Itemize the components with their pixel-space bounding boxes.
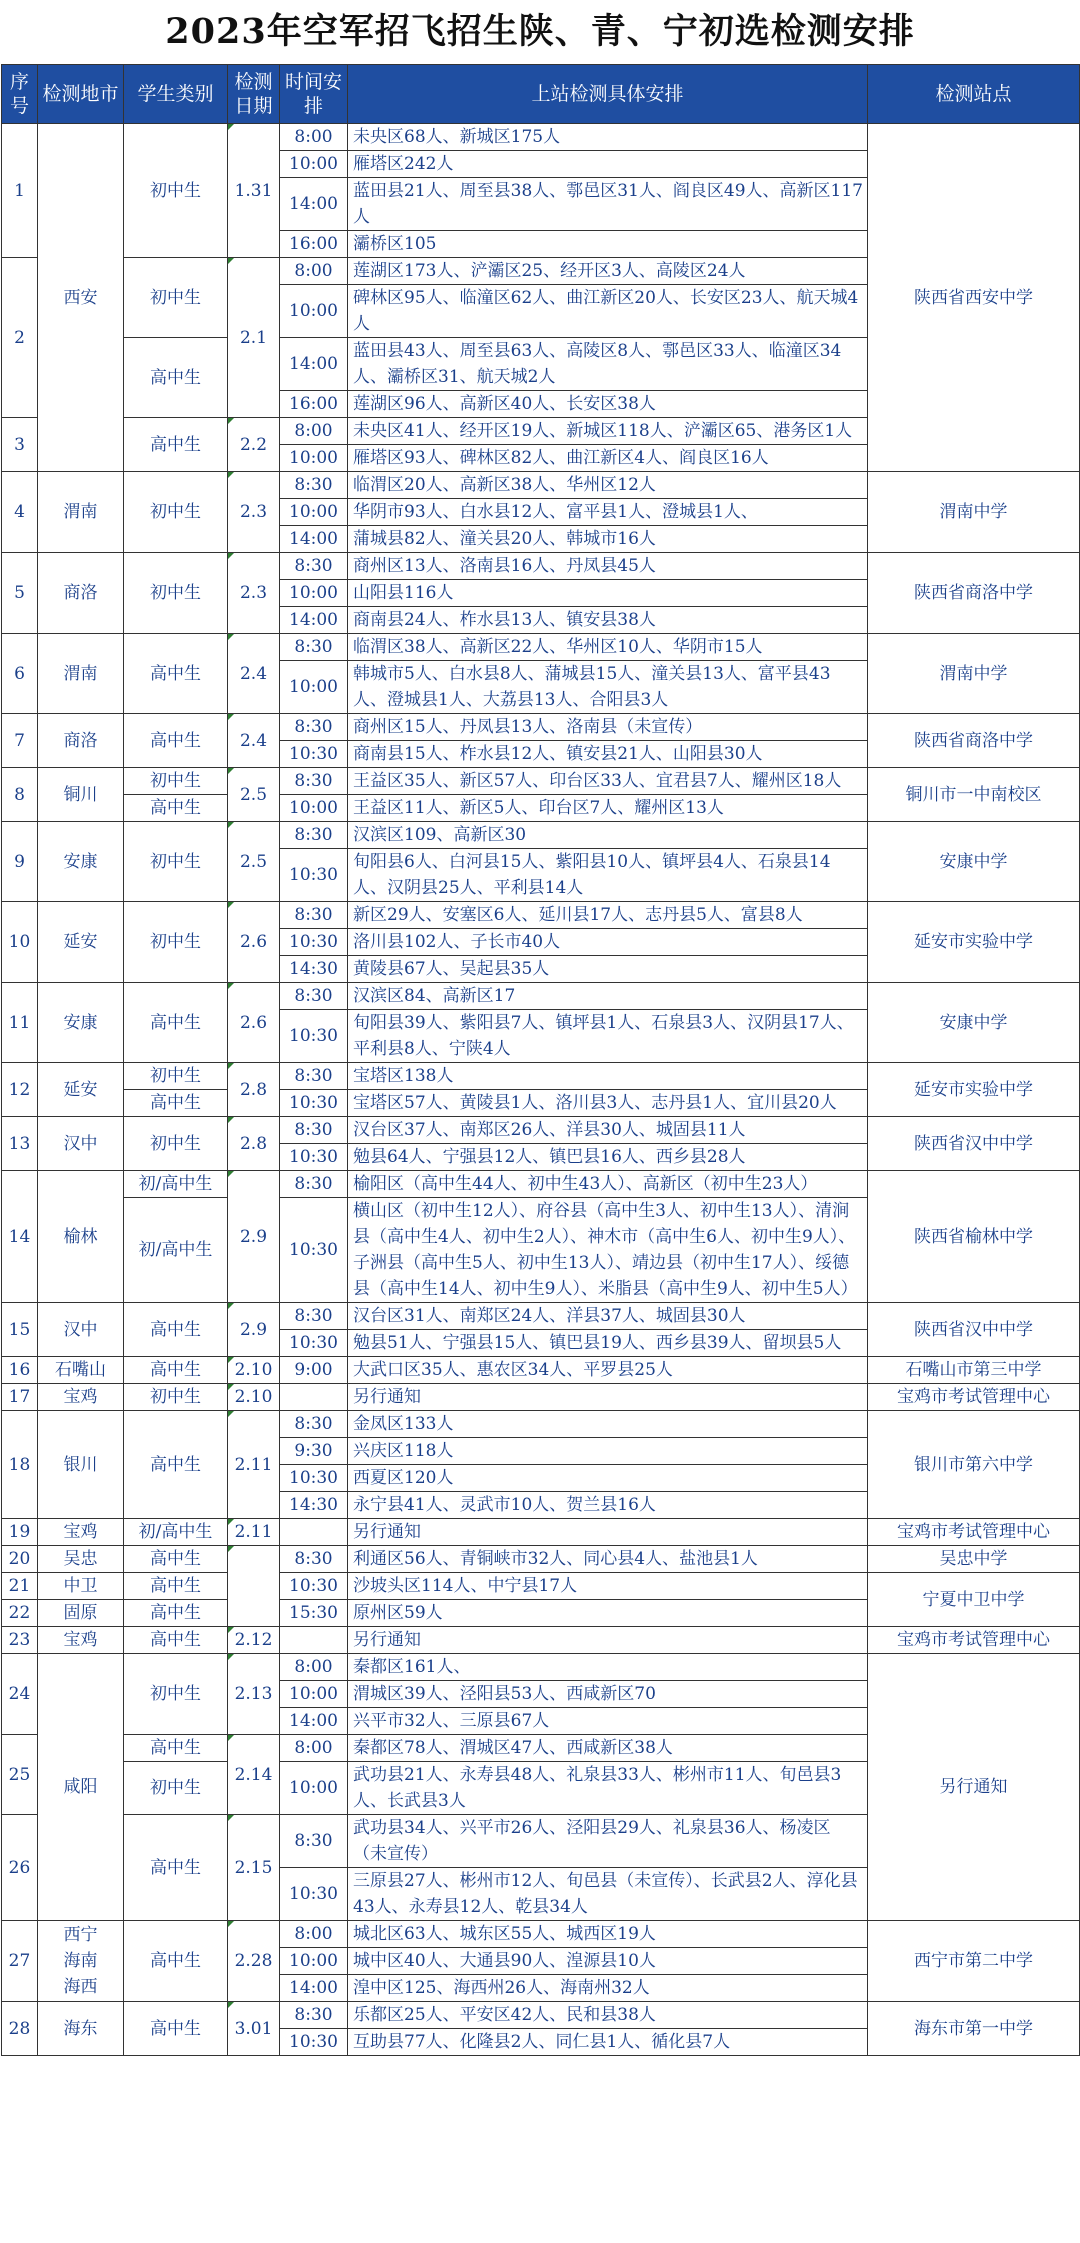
test-site: 陕西省汉中中学 bbox=[868, 1303, 1080, 1357]
test-site: 陕西省商洛中学 bbox=[868, 714, 1080, 768]
test-date: 2.4 bbox=[228, 634, 280, 714]
row-number: 6 bbox=[2, 634, 38, 714]
test-site: 陕西省榆林中学 bbox=[868, 1171, 1080, 1303]
student-type: 初/高中生 bbox=[124, 1519, 228, 1546]
header-cell: 上站检测具体安排 bbox=[348, 65, 868, 124]
test-date: 2.10 bbox=[228, 1357, 280, 1384]
time-slot: 10:00 bbox=[280, 1681, 348, 1708]
city-cell: 渭南 bbox=[38, 472, 124, 553]
schedule-detail: 金凤区133人 bbox=[348, 1411, 868, 1438]
student-type: 高中生 bbox=[124, 634, 228, 714]
schedule-detail: 原州区59人 bbox=[348, 1600, 868, 1627]
student-type: 高中生 bbox=[124, 1546, 228, 1573]
schedule-detail: 莲湖区173人、浐灞区25、经开区3人、高陵区24人 bbox=[348, 258, 868, 285]
schedule-detail: 宝塔区138人 bbox=[348, 1063, 868, 1090]
schedule-detail: 武功县34人、兴平市26人、泾阳县29人、礼泉县36人、杨凌区（未宣传） bbox=[348, 1815, 868, 1868]
student-type: 初中生 bbox=[124, 553, 228, 634]
row-number: 19 bbox=[2, 1519, 38, 1546]
time-slot: 8:00 bbox=[280, 1735, 348, 1762]
city-cell: 汉中 bbox=[38, 1117, 124, 1171]
schedule-detail: 蒲城县82人、潼关县20人、韩城市16人 bbox=[348, 526, 868, 553]
time-slot: 8:00 bbox=[280, 1921, 348, 1948]
city-cell: 商洛 bbox=[38, 553, 124, 634]
test-site: 海东市第一中学 bbox=[868, 2002, 1080, 2056]
schedule-detail: 黄陵县67人、吴起县35人 bbox=[348, 956, 868, 983]
city-cell: 商洛 bbox=[38, 714, 124, 768]
city-cell: 宝鸡 bbox=[38, 1384, 124, 1411]
time-slot bbox=[280, 1627, 348, 1654]
schedule-detail: 蓝田县43人、周至县63人、高陵区8人、鄠邑区33人、临潼区34人、灞桥区31、航天城2人 bbox=[348, 338, 868, 391]
city-cell: 安康 bbox=[38, 822, 124, 902]
header-cell: 学生类别 bbox=[124, 65, 228, 124]
test-site: 铜川市一中南校区 bbox=[868, 768, 1080, 822]
test-site: 银川市第六中学 bbox=[868, 1411, 1080, 1519]
row-number: 28 bbox=[2, 2002, 38, 2056]
row-number: 10 bbox=[2, 902, 38, 983]
test-date: 2.5 bbox=[228, 822, 280, 902]
test-date: 2.1 bbox=[228, 258, 280, 418]
header-cell: 检测地市 bbox=[38, 65, 124, 124]
schedule-row bbox=[2, 902, 1080, 929]
schedule-detail: 城中区40人、大通县90人、湟源县10人 bbox=[348, 1948, 868, 1975]
schedule-detail: 秦都区161人、 bbox=[348, 1654, 868, 1681]
student-type: 高中生 bbox=[124, 418, 228, 472]
time-slot: 8:30 bbox=[280, 553, 348, 580]
schedule-detail: 山阳县116人 bbox=[348, 580, 868, 607]
student-type: 初中生 bbox=[124, 768, 228, 795]
city-cell: 石嘴山 bbox=[38, 1357, 124, 1384]
test-date: 1.31 bbox=[228, 124, 280, 258]
row-number: 7 bbox=[2, 714, 38, 768]
schedule-detail: 汉台区31人、南郑区24人、洋县37人、城固县30人 bbox=[348, 1303, 868, 1330]
time-slot: 10:00 bbox=[280, 795, 348, 822]
schedule-detail: 旬阳县6人、白河县15人、紫阳县10人、镇坪县4人、石泉县14人、汉阴县25人、平利县14人 bbox=[348, 849, 868, 902]
time-slot: 10:30 bbox=[280, 1144, 348, 1171]
time-slot: 8:30 bbox=[280, 2002, 348, 2029]
row-number: 23 bbox=[2, 1627, 38, 1654]
student-type: 初中生 bbox=[124, 1654, 228, 1735]
time-slot: 8:30 bbox=[280, 1117, 348, 1144]
schedule-row bbox=[2, 768, 1080, 795]
schedule-detail: 汉滨区84、高新区17 bbox=[348, 983, 868, 1010]
city-cell: 宝鸡 bbox=[38, 1519, 124, 1546]
test-site: 陕西省商洛中学 bbox=[868, 553, 1080, 634]
test-date: 2.15 bbox=[228, 1815, 280, 1921]
schedule-detail: 雁塔区242人 bbox=[348, 151, 868, 178]
row-number: 27 bbox=[2, 1921, 38, 2002]
test-date: 2.3 bbox=[228, 472, 280, 553]
schedule-detail: 武功县21人、永寿县48人、礼泉县33人、彬州市11人、旬邑县3人、长武县3人 bbox=[348, 1762, 868, 1815]
schedule-row bbox=[2, 822, 1080, 849]
test-date: 2.4 bbox=[228, 714, 280, 768]
schedule-row bbox=[2, 634, 1080, 661]
schedule-row bbox=[2, 1303, 1080, 1330]
student-type: 高中生 bbox=[124, 1090, 228, 1117]
student-type: 初中生 bbox=[124, 822, 228, 902]
row-number: 13 bbox=[2, 1117, 38, 1171]
city-cell: 海东 bbox=[38, 2002, 124, 2056]
time-slot: 8:30 bbox=[280, 1815, 348, 1868]
row-number: 3 bbox=[2, 418, 38, 472]
student-type: 高中生 bbox=[124, 1815, 228, 1921]
schedule-row bbox=[2, 1546, 1080, 1573]
student-type: 初中生 bbox=[124, 258, 228, 338]
schedule-detail: 秦都区78人、渭城区47人、西咸新区38人 bbox=[348, 1735, 868, 1762]
schedule-detail: 洛川县102人、子长市40人 bbox=[348, 929, 868, 956]
test-date: 2.5 bbox=[228, 768, 280, 822]
time-slot: 10:00 bbox=[280, 285, 348, 338]
row-number: 25 bbox=[2, 1735, 38, 1815]
test-date: 2.11 bbox=[228, 1411, 280, 1519]
time-slot: 8:00 bbox=[280, 124, 348, 151]
schedule-detail: 商州区13人、洛南县16人、丹凤县45人 bbox=[348, 553, 868, 580]
schedule-detail: 兴平市32人、三原县67人 bbox=[348, 1708, 868, 1735]
time-slot: 16:00 bbox=[280, 231, 348, 258]
student-type: 高中生 bbox=[124, 795, 228, 822]
row-number: 8 bbox=[2, 768, 38, 822]
schedule-detail: 蓝田县21人、周至县38人、鄠邑区31人、阎良区49人、高新区117人 bbox=[348, 178, 868, 231]
time-slot: 14:00 bbox=[280, 1975, 348, 2002]
student-type: 初/高中生 bbox=[124, 1171, 228, 1198]
row-number: 14 bbox=[2, 1171, 38, 1303]
schedule-row bbox=[2, 1171, 1080, 1198]
schedule-detail: 雁塔区93人、碑林区82人、曲江新区4人、阎良区16人 bbox=[348, 445, 868, 472]
student-type: 高中生 bbox=[124, 338, 228, 418]
time-slot: 8:30 bbox=[280, 902, 348, 929]
schedule-detail: 横山区（初中生12人）、府谷县（高中生3人、初中生13人）、清涧县（高中生4人、初中生2人）、神木市（高中生6人、初中生9人）、子洲县（高中生5人、初中生13人）、靖边县（初中生17人）、绥德县（高中生14人、初中生9人）、米脂县（高中生9人、初中生5人） bbox=[348, 1198, 868, 1303]
header-cell: 检测日期 bbox=[228, 65, 280, 124]
row-number: 11 bbox=[2, 983, 38, 1063]
row-number: 22 bbox=[2, 1600, 38, 1627]
page-title: 2023年空军招飞招生陕、青、宁初选检测安排 bbox=[165, 11, 915, 52]
header-cell: 检测站点 bbox=[868, 65, 1080, 124]
schedule-row bbox=[2, 124, 1080, 151]
time-slot: 8:30 bbox=[280, 768, 348, 795]
row-number: 17 bbox=[2, 1384, 38, 1411]
schedule-detail: 兴庆区118人 bbox=[348, 1438, 868, 1465]
schedule-detail: 勉县51人、宁强县15人、镇巴县19人、西乡县39人、留坝县5人 bbox=[348, 1330, 868, 1357]
city-cell: 咸阳 bbox=[38, 1654, 124, 1921]
schedule-detail: 宝塔区57人、黄陵县1人、洛川县3人、志丹县1人、宜川县20人 bbox=[348, 1090, 868, 1117]
schedule-detail: 乐都区25人、平安区42人、民和县38人 bbox=[348, 2002, 868, 2029]
schedule-detail: 勉县64人、宁强县12人、镇巴县16人、西乡县28人 bbox=[348, 1144, 868, 1171]
schedule-row bbox=[2, 2002, 1080, 2029]
schedule-detail: 榆阳区（高中生44人、初中生43人）、高新区（初中生23人） bbox=[348, 1171, 868, 1198]
schedule-row bbox=[2, 1921, 1080, 1948]
test-date: 2.11 bbox=[228, 1519, 280, 1546]
schedule-detail: 汉滨区109、高新区30 bbox=[348, 822, 868, 849]
student-type: 初中生 bbox=[124, 1762, 228, 1815]
schedule-detail: 湟中区125、海西州26人、海南州32人 bbox=[348, 1975, 868, 2002]
schedule-row bbox=[2, 1384, 1080, 1411]
schedule-table bbox=[1, 64, 1080, 2056]
schedule-row bbox=[2, 1519, 1080, 1546]
time-slot: 10:30 bbox=[280, 1090, 348, 1117]
time-slot: 10:00 bbox=[280, 445, 348, 472]
time-slot: 14:00 bbox=[280, 178, 348, 231]
test-date: 3.01 bbox=[228, 2002, 280, 2056]
time-slot: 10:30 bbox=[280, 1330, 348, 1357]
schedule-detail: 西夏区120人 bbox=[348, 1465, 868, 1492]
city-cell: 延安 bbox=[38, 902, 124, 983]
row-number: 4 bbox=[2, 472, 38, 553]
row-number: 5 bbox=[2, 553, 38, 634]
time-slot: 16:00 bbox=[280, 391, 348, 418]
time-slot: 10:30 bbox=[280, 741, 348, 768]
city-cell: 铜川 bbox=[38, 768, 124, 822]
student-type: 初中生 bbox=[124, 1117, 228, 1171]
schedule-detail: 大武口区35人、惠农区34人、平罗县25人 bbox=[348, 1357, 868, 1384]
time-slot bbox=[280, 1519, 348, 1546]
time-slot: 15:30 bbox=[280, 1600, 348, 1627]
time-slot: 14:00 bbox=[280, 607, 348, 634]
row-number: 26 bbox=[2, 1815, 38, 1921]
city-cell: 宝鸡 bbox=[38, 1627, 124, 1654]
test-site: 渭南中学 bbox=[868, 634, 1080, 714]
time-slot: 14:30 bbox=[280, 1492, 348, 1519]
schedule-detail: 永宁县41人、灵武市10人、贺兰县16人 bbox=[348, 1492, 868, 1519]
student-type: 高中生 bbox=[124, 983, 228, 1063]
schedule-detail: 灞桥区105 bbox=[348, 231, 868, 258]
student-type: 初中生 bbox=[124, 124, 228, 258]
schedule-detail: 未央区41人、经开区19人、新城区118人、浐灞区65、港务区1人 bbox=[348, 418, 868, 445]
test-date: 2.8 bbox=[228, 1063, 280, 1117]
schedule-detail: 商州区15人、丹凤县13人、洛南县（未宣传） bbox=[348, 714, 868, 741]
city-cell: 固原 bbox=[38, 1600, 124, 1627]
city-cell: 银川 bbox=[38, 1411, 124, 1519]
student-type: 高中生 bbox=[124, 1600, 228, 1627]
test-date bbox=[228, 1546, 280, 1627]
time-slot: 8:30 bbox=[280, 1411, 348, 1438]
row-number: 16 bbox=[2, 1357, 38, 1384]
city-cell: 渭南 bbox=[38, 634, 124, 714]
student-type: 高中生 bbox=[124, 1735, 228, 1762]
schedule-detail: 汉台区37人、南郑区26人、洋县30人、城固县11人 bbox=[348, 1117, 868, 1144]
schedule-detail: 华阴市93人、白水县12人、富平县1人、澄城县1人、 bbox=[348, 499, 868, 526]
schedule-detail: 韩城市5人、白水县8人、蒲城县15人、潼关县13人、富平县43人、澄城县1人、大荔县13人、合阳县3人 bbox=[348, 661, 868, 714]
time-slot: 8:00 bbox=[280, 418, 348, 445]
time-slot: 8:00 bbox=[280, 258, 348, 285]
test-site: 陕西省汉中中学 bbox=[868, 1117, 1080, 1171]
student-type: 高中生 bbox=[124, 1411, 228, 1519]
student-type: 高中生 bbox=[124, 2002, 228, 2056]
student-type: 高中生 bbox=[124, 1573, 228, 1600]
time-slot: 10:00 bbox=[280, 151, 348, 178]
time-slot: 8:30 bbox=[280, 1063, 348, 1090]
city-cell: 安康 bbox=[38, 983, 124, 1063]
student-type: 高中生 bbox=[124, 714, 228, 768]
schedule-detail: 另行通知 bbox=[348, 1384, 868, 1411]
city-cell: 吴忠 bbox=[38, 1546, 124, 1573]
schedule-detail: 王益区35人、新区57人、印台区33人、宜君县7人、耀州区18人 bbox=[348, 768, 868, 795]
schedule-detail: 另行通知 bbox=[348, 1627, 868, 1654]
schedule-row bbox=[2, 983, 1080, 1010]
time-slot: 8:30 bbox=[280, 983, 348, 1010]
test-date: 2.9 bbox=[228, 1171, 280, 1303]
time-slot: 8:30 bbox=[280, 714, 348, 741]
test-site: 吴忠中学 bbox=[868, 1546, 1080, 1573]
test-date: 2.8 bbox=[228, 1117, 280, 1171]
student-type: 高中生 bbox=[124, 1627, 228, 1654]
schedule-row bbox=[2, 1654, 1080, 1681]
test-site: 另行通知 bbox=[868, 1654, 1080, 1921]
test-date: 2.14 bbox=[228, 1735, 280, 1815]
test-site: 西宁市第二中学 bbox=[868, 1921, 1080, 2002]
schedule-detail: 商南县24人、柞水县13人、镇安县38人 bbox=[348, 607, 868, 634]
row-number: 15 bbox=[2, 1303, 38, 1357]
time-slot: 9:00 bbox=[280, 1357, 348, 1384]
time-slot: 14:00 bbox=[280, 526, 348, 553]
test-site: 渭南中学 bbox=[868, 472, 1080, 553]
time-slot: 8:30 bbox=[280, 1546, 348, 1573]
row-number: 24 bbox=[2, 1654, 38, 1735]
test-site: 宁夏中卫中学 bbox=[868, 1573, 1080, 1627]
schedule-row bbox=[2, 1573, 1080, 1600]
student-type: 初中生 bbox=[124, 902, 228, 983]
student-type: 初中生 bbox=[124, 1384, 228, 1411]
city-cell: 榆林 bbox=[38, 1171, 124, 1303]
schedule-detail: 城北区63人、城东区55人、城西区19人 bbox=[348, 1921, 868, 1948]
test-site: 延安市实验中学 bbox=[868, 1063, 1080, 1117]
header-row bbox=[2, 65, 1080, 124]
schedule-detail: 旬阳县39人、紫阳县7人、镇坪县1人、石泉县3人、汉阴县17人、平利县8人、宁陕4人 bbox=[348, 1010, 868, 1063]
row-number: 9 bbox=[2, 822, 38, 902]
schedule-detail: 商南县15人、柞水县12人、镇安县21人、山阳县30人 bbox=[348, 741, 868, 768]
city-cell: 延安 bbox=[38, 1063, 124, 1117]
test-site: 宝鸡市考试管理中心 bbox=[868, 1519, 1080, 1546]
test-site: 宝鸡市考试管理中心 bbox=[868, 1627, 1080, 1654]
row-number: 2 bbox=[2, 258, 38, 418]
schedule-detail: 渭城区39人、泾阳县53人、西咸新区70 bbox=[348, 1681, 868, 1708]
city-cell: 西宁 海南 海西 bbox=[38, 1921, 124, 2002]
schedule-detail: 临渭区38人、高新区22人、华州区10人、华阴市15人 bbox=[348, 634, 868, 661]
schedule-row bbox=[2, 1063, 1080, 1090]
test-site: 宝鸡市考试管理中心 bbox=[868, 1384, 1080, 1411]
schedule-detail: 碑林区95人、临潼区62人、曲江新区20人、长安区23人、航天城4人 bbox=[348, 285, 868, 338]
header-cell: 序号 bbox=[2, 65, 38, 124]
time-slot: 10:30 bbox=[280, 1465, 348, 1492]
test-date: 2.2 bbox=[228, 418, 280, 472]
schedule-row bbox=[2, 1627, 1080, 1654]
time-slot: 9:30 bbox=[280, 1438, 348, 1465]
test-site: 石嘴山市第三中学 bbox=[868, 1357, 1080, 1384]
time-slot: 10:00 bbox=[280, 499, 348, 526]
schedule-detail: 沙坡头区114人、中宁县17人 bbox=[348, 1573, 868, 1600]
schedule-row bbox=[2, 1357, 1080, 1384]
time-slot: 8:30 bbox=[280, 1303, 348, 1330]
time-slot: 10:00 bbox=[280, 661, 348, 714]
schedule-detail: 三原县27人、彬州市12人、旬邑县（未宣传）、长武县2人、淳化县43人、永寿县12人、乾县34人 bbox=[348, 1868, 868, 1921]
row-number: 20 bbox=[2, 1546, 38, 1573]
test-site: 安康中学 bbox=[868, 822, 1080, 902]
time-slot bbox=[280, 1384, 348, 1411]
row-number: 21 bbox=[2, 1573, 38, 1600]
test-site: 安康中学 bbox=[868, 983, 1080, 1063]
header-cell: 时间安排 bbox=[280, 65, 348, 124]
test-date: 2.12 bbox=[228, 1627, 280, 1654]
time-slot: 10:30 bbox=[280, 929, 348, 956]
row-number: 12 bbox=[2, 1063, 38, 1117]
time-slot: 8:30 bbox=[280, 634, 348, 661]
schedule-row bbox=[2, 714, 1080, 741]
test-date: 2.9 bbox=[228, 1303, 280, 1357]
test-date: 2.13 bbox=[228, 1654, 280, 1735]
test-date: 2.3 bbox=[228, 553, 280, 634]
time-slot: 8:30 bbox=[280, 822, 348, 849]
schedule-row bbox=[2, 1411, 1080, 1438]
time-slot: 14:30 bbox=[280, 956, 348, 983]
test-site: 陕西省西安中学 bbox=[868, 124, 1080, 472]
time-slot: 14:00 bbox=[280, 1708, 348, 1735]
time-slot: 8:30 bbox=[280, 472, 348, 499]
test-date: 2.10 bbox=[228, 1384, 280, 1411]
time-slot: 14:00 bbox=[280, 338, 348, 391]
student-type: 初中生 bbox=[124, 472, 228, 553]
schedule-body bbox=[2, 124, 1080, 2056]
schedule-detail: 另行通知 bbox=[348, 1519, 868, 1546]
student-type: 初/高中生 bbox=[124, 1198, 228, 1303]
schedule-detail: 利通区56人、青铜峡市32人、同心县4人、盐池县1人 bbox=[348, 1546, 868, 1573]
time-slot: 10:30 bbox=[280, 849, 348, 902]
time-slot: 10:00 bbox=[280, 1762, 348, 1815]
time-slot: 10:30 bbox=[280, 1010, 348, 1063]
row-number: 1 bbox=[2, 124, 38, 258]
student-type: 初中生 bbox=[124, 1063, 228, 1090]
test-site: 延安市实验中学 bbox=[868, 902, 1080, 983]
schedule-detail: 未央区68人、新城区175人 bbox=[348, 124, 868, 151]
time-slot: 8:00 bbox=[280, 1654, 348, 1681]
schedule-detail: 王益区11人、新区5人、印台区7人、耀州区13人 bbox=[348, 795, 868, 822]
row-number: 18 bbox=[2, 1411, 38, 1519]
city-cell: 西安 bbox=[38, 124, 124, 472]
time-slot: 8:30 bbox=[280, 1171, 348, 1198]
schedule-row bbox=[2, 553, 1080, 580]
city-cell: 汉中 bbox=[38, 1303, 124, 1357]
time-slot: 10:30 bbox=[280, 1198, 348, 1303]
schedule-detail: 莲湖区96人、高新区40人、长安区38人 bbox=[348, 391, 868, 418]
schedule-detail: 临渭区20人、高新区38人、华州区12人 bbox=[348, 472, 868, 499]
city-cell: 中卫 bbox=[38, 1573, 124, 1600]
test-date: 2.6 bbox=[228, 983, 280, 1063]
time-slot: 10:30 bbox=[280, 2029, 348, 2056]
schedule-detail: 新区29人、安塞区6人、延川县17人、志丹县5人、富县8人 bbox=[348, 902, 868, 929]
time-slot: 10:00 bbox=[280, 580, 348, 607]
schedule-row bbox=[2, 1117, 1080, 1144]
schedule-detail: 互助县77人、化隆县2人、同仁县1人、循化县7人 bbox=[348, 2029, 868, 2056]
test-date: 2.28 bbox=[228, 1921, 280, 2002]
time-slot: 10:30 bbox=[280, 1573, 348, 1600]
student-type: 高中生 bbox=[124, 1303, 228, 1357]
time-slot: 10:00 bbox=[280, 1948, 348, 1975]
schedule-row bbox=[2, 472, 1080, 499]
student-type: 高中生 bbox=[124, 1357, 228, 1384]
test-date: 2.6 bbox=[228, 902, 280, 983]
time-slot: 10:30 bbox=[280, 1868, 348, 1921]
student-type: 高中生 bbox=[124, 1921, 228, 2002]
